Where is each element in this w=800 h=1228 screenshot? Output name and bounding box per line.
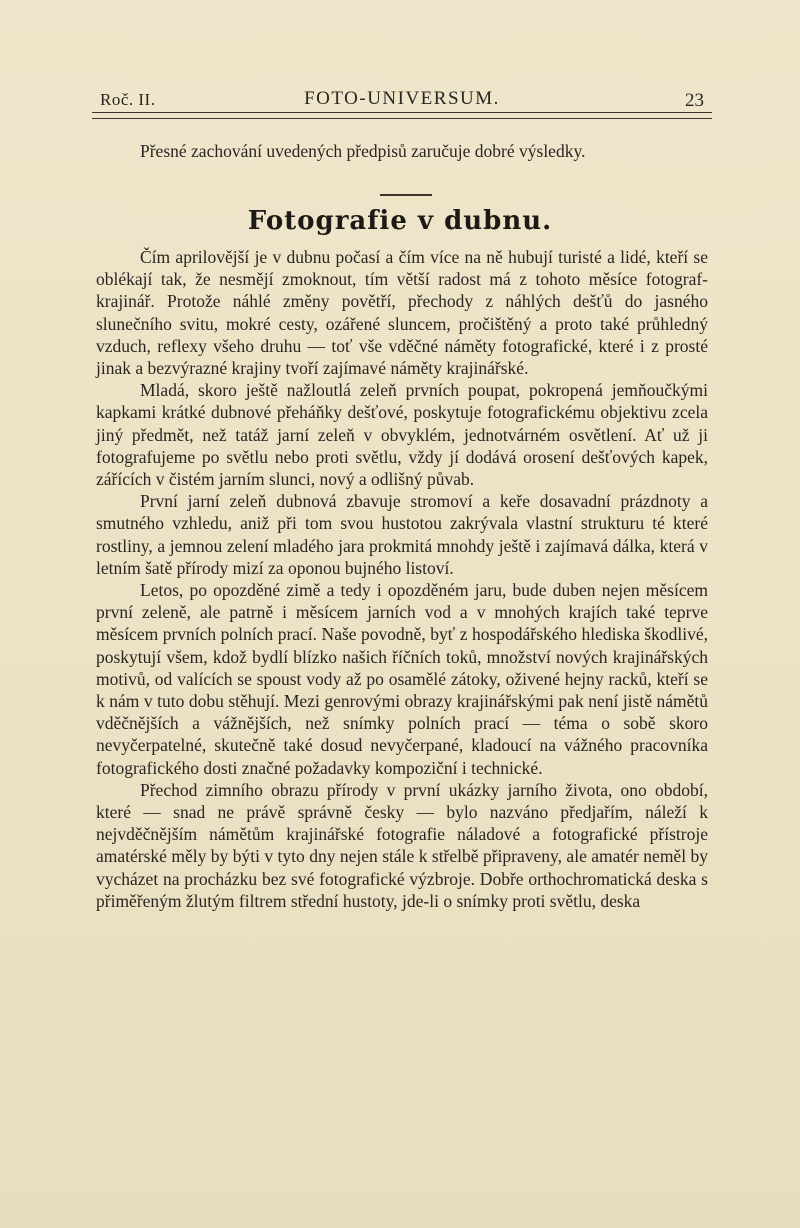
paragraph: První jarní zeleň dubnová zbavuje stromoví a keře dosavadní prázdnoty a smutného vzhledu, aniž při tom svou hustotou zakrývala vlastní strukturu té které rostliny, a jemnou zelení mladého jara prokmitá mnohdy ještě i zajímavá dálka, která v letním šatě přírody mizí za oponou bujného listoví. (96, 491, 708, 578)
magazine-title: FOTO-UNIVERSUM. (304, 88, 500, 109)
volume-label: Roč. II. (100, 90, 156, 109)
paragraph: Letos, po opozděné zimě a tedy i opozděném jaru, bude duben nejen měsícem první zeleně, ale patrně i měsícem jarních vod a v mnohých krajích také teprve měsícem prvních polních prací. Naše povodně, byť z hospodářského hlediska škodlivé, poskytují všem, kdož bydlí blízko našich říčních toků, množství nových krajinářských motivů, od valících se spoust vody až po osamělé zátoky, oživené hejny racků, kteří se k nám v tuto dobu stěhují. Mezi genrovými obrazy krajinářskými pak není jistě námětů vděčnějších a vážnějších, než snímky polních prací — téma o sobě skoro nevyčerpatelné, skutečně také dosud nevyčerpané, kladoucí na vážného pracovníka fotografického dosti značné požadavky kompoziční i technické. (96, 580, 708, 778)
section-divider (380, 194, 432, 196)
header-double-rule (92, 112, 712, 119)
paragraph: Čím aprilovější je v dubnu počasí a čím více na ně hubují turisté a lidé, kteří se oblékají tak, že nesmějí zmoknout, tím větší radost má z tohoto měsíce fotograf-krajinář. Protože náhlé změny povětří, přechody z náhlých dešťů do jasného slunečního svitu, mokré cesty, ozářené sluncem, pročištěný a proto také průhledný vzduch, reflexy všeho druhu — toť vše vděčné náměty fotografické, které i z prosté jinak a bezvýrazné krajiny tvoří zajímavé náměty krajinářské. (96, 247, 708, 379)
page-number: 23 (685, 90, 704, 111)
article-title: Fotografie v dubnu. (247, 206, 553, 236)
article-body (96, 246, 708, 912)
intro-paragraph: Přesné zachování uvedených předpisů zaručuje dobré výsledky. (140, 141, 586, 161)
intro-block (96, 140, 708, 162)
running-header (92, 84, 712, 110)
paragraph: Mladá, skoro ještě nažloutlá zeleň prvních poupat, pokropená jemňoučkými kapkami krátké dubnové přeháňky dešťové, poskytuje fotografickému objektivu zcela jiný předmět, než tatáž jarní zeleň v obvyklém, jednotvárném osvětlení. Ať už ji fotografujeme po světlu nebo proti světlu, vždy jí dodává orosení dešťových kapek, zářících v čistém jarním slunci, nový a odlišný půvab. (96, 380, 708, 490)
paragraph: Přechod zimního obrazu přírody v první ukázky jarního života, ono období, které — snad ne právě správně česky — bylo nazváno předjařím, náleží k nejvděčnějším námětům krajinářské fotografie náladové a fotografické přístroje amatérské měly by býti v tyto dny nejen stále k střelbě připraveny, ale amatér neměl by vycházet na procházku bez své fotografické výzbroje. Dobře orthochromatická deska s přiměřeným žlutým filtrem střední hustoty, jde-li o snímky proti světlu, deska (96, 779, 708, 911)
